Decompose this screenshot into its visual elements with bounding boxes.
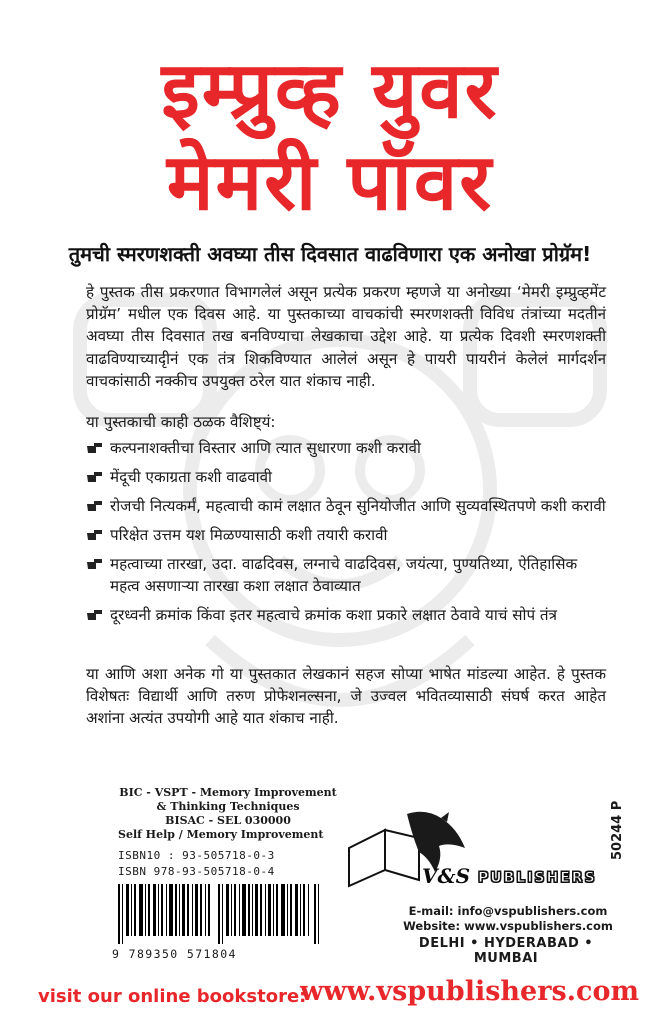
feature-text: कल्पनाशक्तीचा विस्तार आणि त्यात सुधारणा कशी करावी [110, 439, 421, 457]
bookstore-prompt: visit our online bookstore: [38, 986, 307, 1007]
outro-paragraph: या आणि अशा अनेक गो या पुस्तकात लेखकानं सहज सोप्या भाषेत मांडल्या आहेत. हे पुस्तक विशेषतः विद्यार्थी आणि तरुण प्रोफेशनल्सना, जे उज्वल भवितव्यासाठी संघर्ष करत आहेत अशांना अत्यंत उपयोगी आहे यात शंकाच नाही. [86, 665, 606, 728]
bisac-code: BISAC - SEL 030000 [165, 814, 291, 827]
publisher-brand-vs: V&S [422, 864, 471, 888]
isbn-13: ISBN 978-93-505718-0-4 [118, 865, 275, 878]
features-list [86, 437, 606, 633]
hand-pointer-icon [86, 440, 104, 456]
bic-line-2: & Thinking Techniques [156, 800, 300, 813]
catalog-code: 50244 P [610, 800, 625, 860]
list-item [86, 495, 606, 517]
barcode-graphic [118, 884, 328, 944]
hand-pointer-icon [86, 498, 104, 514]
isbn-10: ISBN10 : 93-505718-0-3 [118, 849, 275, 862]
feature-text: रोजची नित्यकर्मं, महत्वाची कामं लक्षात ठेवून सुनियोजीत आणि सुव्यवस्थितपणे कशी करावी [110, 496, 606, 515]
features-heading: या पुस्तकाची काही ठळक वैशिष्ट्यं: [86, 413, 276, 431]
publisher-website: Website: www.vspublishers.com [403, 919, 613, 933]
tagline: तुमची स्मरणशक्ती अवघ्या तीस दिवसात वाढविणारा एक अनोखा प्रोग्रॅम! [68, 242, 592, 266]
book-title-line-1: इम्प्रुव्ह युवर [161, 46, 499, 136]
hand-pointer-icon [86, 527, 104, 543]
book-title-line-2: मेमरी पॉवर [166, 138, 494, 228]
list-item [86, 466, 606, 488]
publisher-email: E-mail: info@vspublishers.com [408, 904, 608, 918]
barcode-digits: 9 789350 571804 [112, 947, 237, 961]
feature-text: महत्वाच्या तारखा, उदा. वाढदिवस, लग्नाचे वाढदिवस, जयंत्या, पुण्यतिथ्या, ऐतिहासिक महत्व असणाऱ्या तारखा कशा लक्षात ठेवाव्यात [110, 554, 578, 596]
intro-paragraph: हे पुस्तक तीस प्रकरणात विभागलेलं असून प्रत्येक प्रकरण म्हणजे या अनोख्या ‘मेमरी इम्प्रुव्हमेंट प्रोग्रॅम’ मधील एक दिवस आहे. या पुस्तकाच्या वाचकांची स्मरणशक्ती विविध तंत्रांच्या मदतीनं अवघ्या तीस दिवसात तख बनविण्याचा लेखकाचा उद्देश आहे. या प्रत्येक दिवशी स्मरणशक्ती वाढविण्याच्यादृीनं एक तंत्र शिकविण्यात आलेलं असून हे पायरी पायरीनं केलेलं मार्गदर्शन वाचकांसाठी नक्कीच उपयुक्त ठरेल यात शंकाच नाही. [86, 283, 606, 390]
publisher-cities: DELHI • HYDERABAD • MUMBAI [418, 936, 594, 966]
list-item [86, 553, 606, 598]
bookstore-url[interactable]: www.vspublishers.com [300, 976, 640, 1007]
publisher-brand-name: PUBLISHERS [478, 870, 597, 886]
list-item [86, 524, 606, 546]
bic-line-1: BIC - VSPT - Memory Improvement [119, 786, 337, 799]
list-item [86, 437, 606, 459]
hand-pointer-icon [86, 556, 104, 572]
hand-pointer-icon [86, 607, 104, 623]
feature-text: दूरध्वनी क्रमांक किंवा इतर महत्वाचे क्रमांक कशा प्रकारे लक्षात ठेवावे याचं सोपं तंत्र [110, 605, 557, 624]
classification-block [118, 786, 338, 842]
category-label: Self Help / Memory Improvement [118, 828, 324, 841]
list-item [86, 604, 606, 626]
hand-pointer-icon [86, 469, 104, 485]
feature-text: परिक्षेत उत्तम यश मिळण्यासाठी कशी तयारी करावी [110, 525, 388, 544]
feature-text: मेंदूची एकाग्रता कशी वाढवावी [110, 467, 272, 486]
